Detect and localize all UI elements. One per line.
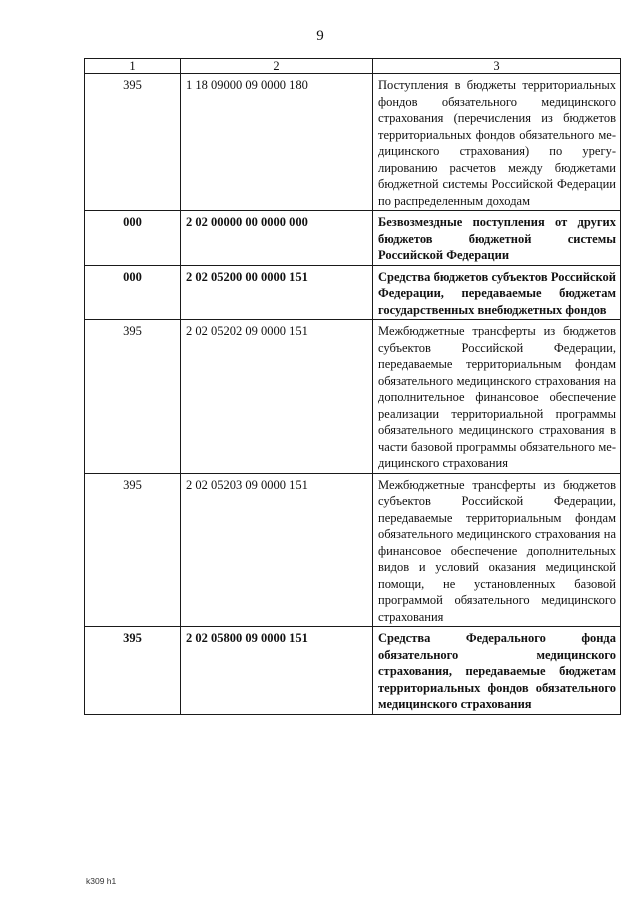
table-row xyxy=(85,265,621,320)
kbk-code-cell: 1 18 09000 09 0000 180 xyxy=(181,74,373,211)
footer-code: k309 h1 xyxy=(86,876,117,886)
kbk-code-cell: 2 02 00000 00 0000 000 xyxy=(181,211,373,266)
kbk-code-cell: 2 02 05200 00 0000 151 xyxy=(181,265,373,320)
header-col-1: 1 xyxy=(85,59,181,74)
income-name-cell: Средства Федерального фонда обязательного медицинского страхования, передаваемые бюджетам территориальных фондов обязательного медицинского страхования xyxy=(373,627,621,715)
table-row xyxy=(85,320,621,474)
table-header-row xyxy=(85,59,621,74)
admin-code-cell: 000 xyxy=(85,211,181,266)
income-name-cell: Поступления в бюджеты территориальных фондов обязательного медицинского страхования (перечисления из бюджетов территориальных фондов обязательного медицинского страхования) по урегулированию расчетов между бюджетами бюджетной системы Российской Федерации по распределенным доходам xyxy=(373,74,621,211)
table-row xyxy=(85,473,621,627)
budget-classification-table xyxy=(84,58,621,715)
table-row xyxy=(85,74,621,211)
table-row xyxy=(85,627,621,715)
admin-code-cell: 395 xyxy=(85,627,181,715)
header-col-3: 3 xyxy=(373,59,621,74)
income-name-cell: Средства бюджетов субъектов Российской Федерации, передаваемые бюджетам государственных внебюджетных фондов xyxy=(373,265,621,320)
admin-code-cell: 000 xyxy=(85,265,181,320)
header-col-2: 2 xyxy=(181,59,373,74)
admin-code-cell: 395 xyxy=(85,74,181,211)
kbk-code-cell: 2 02 05202 09 0000 151 xyxy=(181,320,373,474)
admin-code-cell: 395 xyxy=(85,320,181,474)
admin-code-cell: 395 xyxy=(85,473,181,627)
kbk-code-cell: 2 02 05203 09 0000 151 xyxy=(181,473,373,627)
kbk-code-cell: 2 02 05800 09 0000 151 xyxy=(181,627,373,715)
income-name-cell: Межбюджетные трансферты из бюджетов субъектов Российской Федерации, передаваемые территориальным фондам обязательного медицинского страхования на дополнительное финансовое обеспечение реализации территориальной программы обязательного медицинского страхования в части базовой программы обязательного медицинского страхования xyxy=(373,320,621,474)
income-name-cell: Межбюджетные трансферты из бюджетов субъектов Российской Федерации, передаваемые территориальным фондам обязательного медицинского страхования на финансовое обеспечение дополнительных видов и условий оказания медицинской помощи, не установленных базовой программой обязательного медицинского страхования xyxy=(373,473,621,627)
page-number: 9 xyxy=(316,28,324,44)
table-row xyxy=(85,211,621,266)
income-name-cell: Безвозмездные поступления от других бюджетов бюджетной системы Российской Федерации xyxy=(373,211,621,266)
